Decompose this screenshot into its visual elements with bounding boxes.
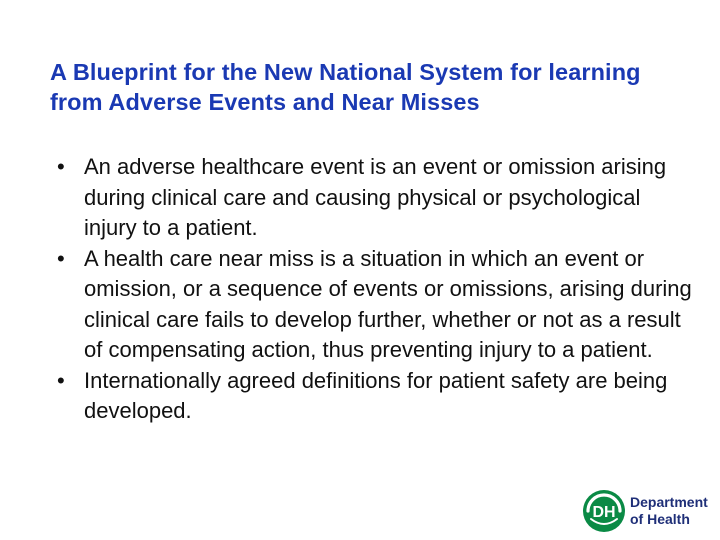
dh-logo-icon xyxy=(582,488,716,534)
bullet-dot-icon: • xyxy=(57,154,65,179)
bullet-item-near-miss xyxy=(57,244,697,366)
bullet-item-adverse-event xyxy=(57,152,697,244)
bullet-item-definitions xyxy=(57,366,697,427)
bullet-text: A health care near miss is a situation in which an event or omission, or a sequence of events or omissions, arising during clinical care fails to develop further, whether or not as a result of compensating action, thus preventing injury to a patient. xyxy=(84,245,692,362)
department-of-health-logo xyxy=(582,488,716,534)
bullet-dot-icon: • xyxy=(57,245,65,271)
slide-title: A Blueprint for the New National System for learning from Adverse Events and Near Misses xyxy=(50,59,641,115)
logo-mark: DH xyxy=(592,504,616,521)
bullet-dot-icon: • xyxy=(57,367,65,393)
bullet-text: Internationally agreed definitions for patient safety are being developed. xyxy=(84,367,668,423)
logo-text-line2: of Health xyxy=(630,511,690,527)
bullet-list xyxy=(57,152,697,427)
logo-text-line1: Department xyxy=(630,494,708,510)
bullet-text: An adverse healthcare event is an event or omission arising during clinical care and causing physical or psychological injury to a patient. xyxy=(84,154,667,240)
